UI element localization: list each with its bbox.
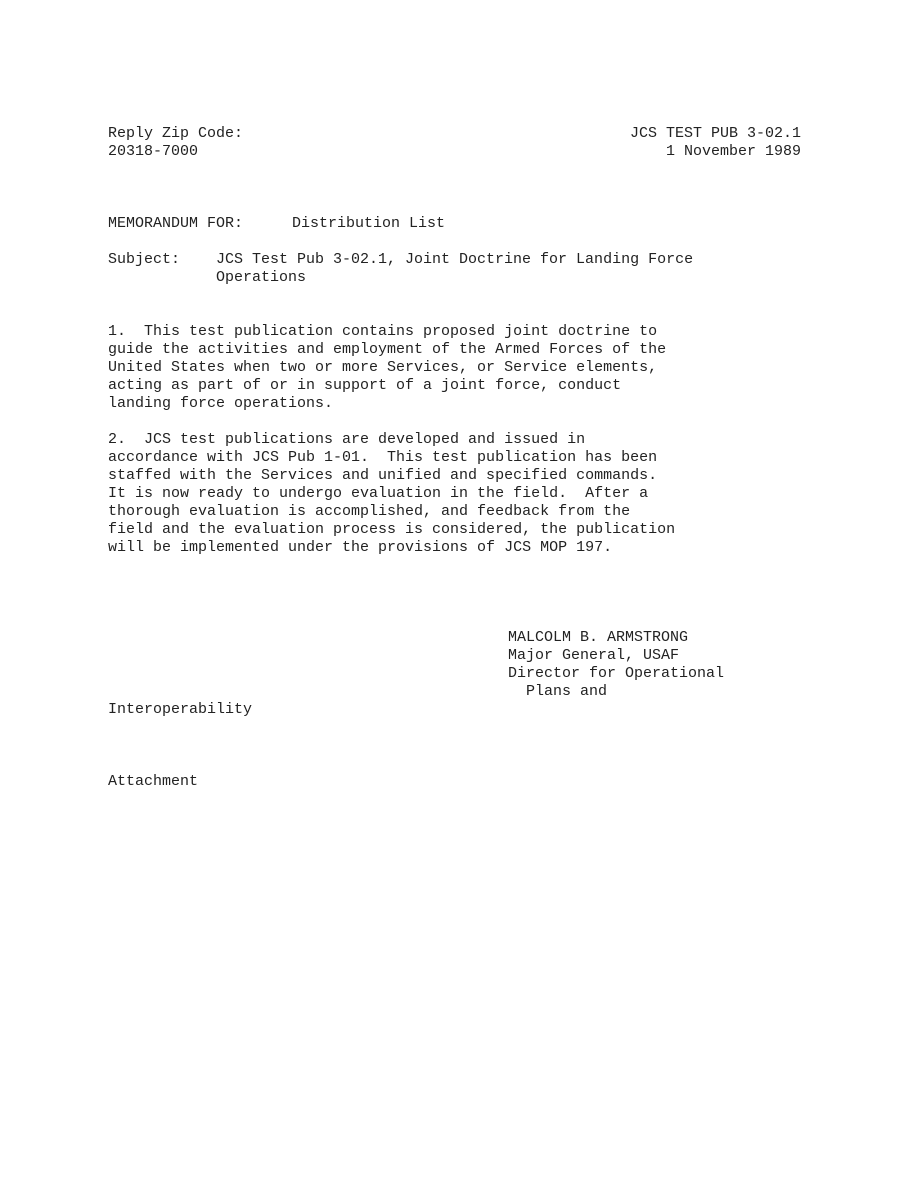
- paragraph-line: It is now ready to undergo evaluation in the field. After a: [108, 485, 649, 502]
- signer-title: Plans and: [508, 683, 608, 700]
- paragraph-line: landing force operations.: [108, 395, 334, 412]
- subject-line: JCS Test Pub 3-02.1, Joint Doctrine for Landing Force: [216, 251, 694, 268]
- paragraph-line: will be implemented under the provisions of JCS MOP 197.: [108, 539, 613, 556]
- signer-name: MALCOLM B. ARMSTRONG: [508, 629, 689, 646]
- subject-label: Subject:: [108, 251, 181, 268]
- paragraph-line: acting as part of or in support of a joint force, conduct: [108, 377, 622, 394]
- publication-id: JCS TEST PUB 3-02.1: [629, 125, 801, 142]
- paragraph-line: staffed with the Services and unified and specified commands.: [108, 467, 658, 484]
- memorandum-for-label: MEMORANDUM FOR:: [108, 215, 244, 232]
- signer-title: Director for Operational: [508, 665, 725, 682]
- publication-date: 1 November 1989: [665, 143, 801, 160]
- paragraph-line: thorough evaluation is accomplished, and feedback from the: [108, 503, 631, 520]
- reply-zip-code: 20318-7000: [108, 143, 199, 160]
- signer-title: Interoperability: [108, 701, 253, 718]
- reply-zip-label: Reply Zip Code:: [108, 125, 244, 142]
- paragraph-line: United States when two or more Services, or Service elements,: [108, 359, 658, 376]
- signer-rank: Major General, USAF: [508, 647, 680, 664]
- paragraph-line: accordance with JCS Pub 1-01. This test publication has been: [108, 449, 658, 466]
- paragraph-line: field and the evaluation process is considered, the publication: [108, 521, 676, 538]
- paragraph-line: 2. JCS test publications are developed and issued in: [108, 431, 586, 448]
- attachment-label: Attachment: [108, 773, 199, 790]
- subject-line: Operations: [216, 269, 307, 286]
- paragraph-line: 1. This test publication contains proposed joint doctrine to: [108, 323, 658, 340]
- memorandum-for-value: Distribution List: [292, 215, 446, 232]
- paragraph-line: guide the activities and employment of the Armed Forces of the: [108, 341, 667, 358]
